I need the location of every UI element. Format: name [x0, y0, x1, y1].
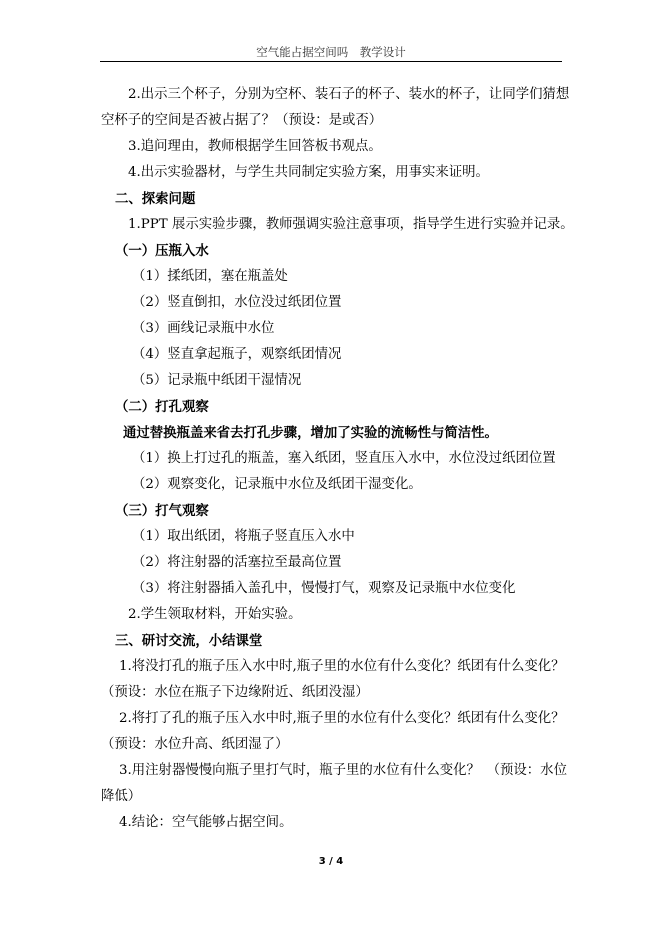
- paragraph: 空杯子的空间是否被占据了？（预设：是或否）: [101, 113, 383, 128]
- subsection-heading: （三）打气观察: [115, 503, 209, 519]
- question-answer: （预设：水位升高、纸团湿了）: [101, 737, 289, 752]
- subsection-heading: （一）压瓶入水: [115, 243, 209, 259]
- document-body: [101, 82, 574, 836]
- question-answer: （预设：水位在瓶子下边缘附近、纸团没湿）: [101, 685, 369, 700]
- section-heading: 三、研讨交流，小结课堂: [115, 633, 263, 649]
- question-item: 2.将打了孔的瓶子压入水中时,瓶子里的水位有什么变化？纸团有什么变化？: [119, 711, 565, 726]
- paragraph: 2.出示三个杯子，分别为空杯、装石子的杯子、装水的杯子，让同学们猜想: [128, 87, 570, 102]
- step-item: （3）将注射器插入盖孔中，慢慢打气，观察及记录瓶中水位变化: [132, 581, 516, 596]
- paragraph: 4.出示实验器材，与学生共同制定实验方案，用事实来证明。: [128, 165, 489, 180]
- step-item: （2）竖直倒扣，水位没过纸团位置: [132, 295, 342, 310]
- header-rule: [100, 61, 562, 62]
- step-item: （2）观察变化，记录瓶中水位及纸团干湿变化。: [132, 477, 422, 492]
- conclusion: 4.结论：空气能够占据空间。: [119, 815, 293, 830]
- page-number: 3 / 4: [318, 856, 344, 867]
- section-heading: 二、探索问题: [115, 191, 196, 207]
- step-item: （1）揉纸团，塞在瓶盖处: [132, 269, 288, 284]
- step-item: （1）换上打过孔的瓶盖，塞入纸团，竖直压入水中，水位没过纸团位置: [132, 451, 556, 466]
- question-item: 3.用注射器慢慢向瓶子里打气时，瓶子里的水位有什么变化？ （预设：水位: [119, 763, 567, 778]
- question-answer: 降低）: [101, 789, 142, 804]
- paragraph: 1.PPT 展示实验步骤，教师强调实验注意事项，指导学生进行实验并记录。: [128, 217, 574, 232]
- page-header: 空气能占据空间吗 教学设计: [256, 45, 406, 59]
- step-item: （5）记录瓶中纸团干湿情况: [132, 373, 302, 388]
- paragraph: 3.追问理由，教师根据学生回答板书观点。: [128, 139, 382, 154]
- step-item: （2）将注射器的活塞拉至最高位置: [132, 555, 342, 570]
- bold-note: 通过替换瓶盖来省去打孔步骤，增加了实验的流畅性与简洁性。: [123, 425, 498, 441]
- step-item: （4）竖直拿起瓶子，观察纸团情况: [132, 347, 342, 362]
- subsection-heading: （二）打孔观察: [115, 399, 209, 415]
- step-item: （3）画线记录瓶中水位: [132, 321, 275, 336]
- step-item: （1）取出纸团，将瓶子竖直压入水中: [132, 529, 355, 544]
- paragraph: 2.学生领取材料，开始实验。: [128, 607, 302, 622]
- question-item: 1.将没打孔的瓶子压入水中时,瓶子里的水位有什么变化？纸团有什么变化？: [119, 659, 565, 674]
